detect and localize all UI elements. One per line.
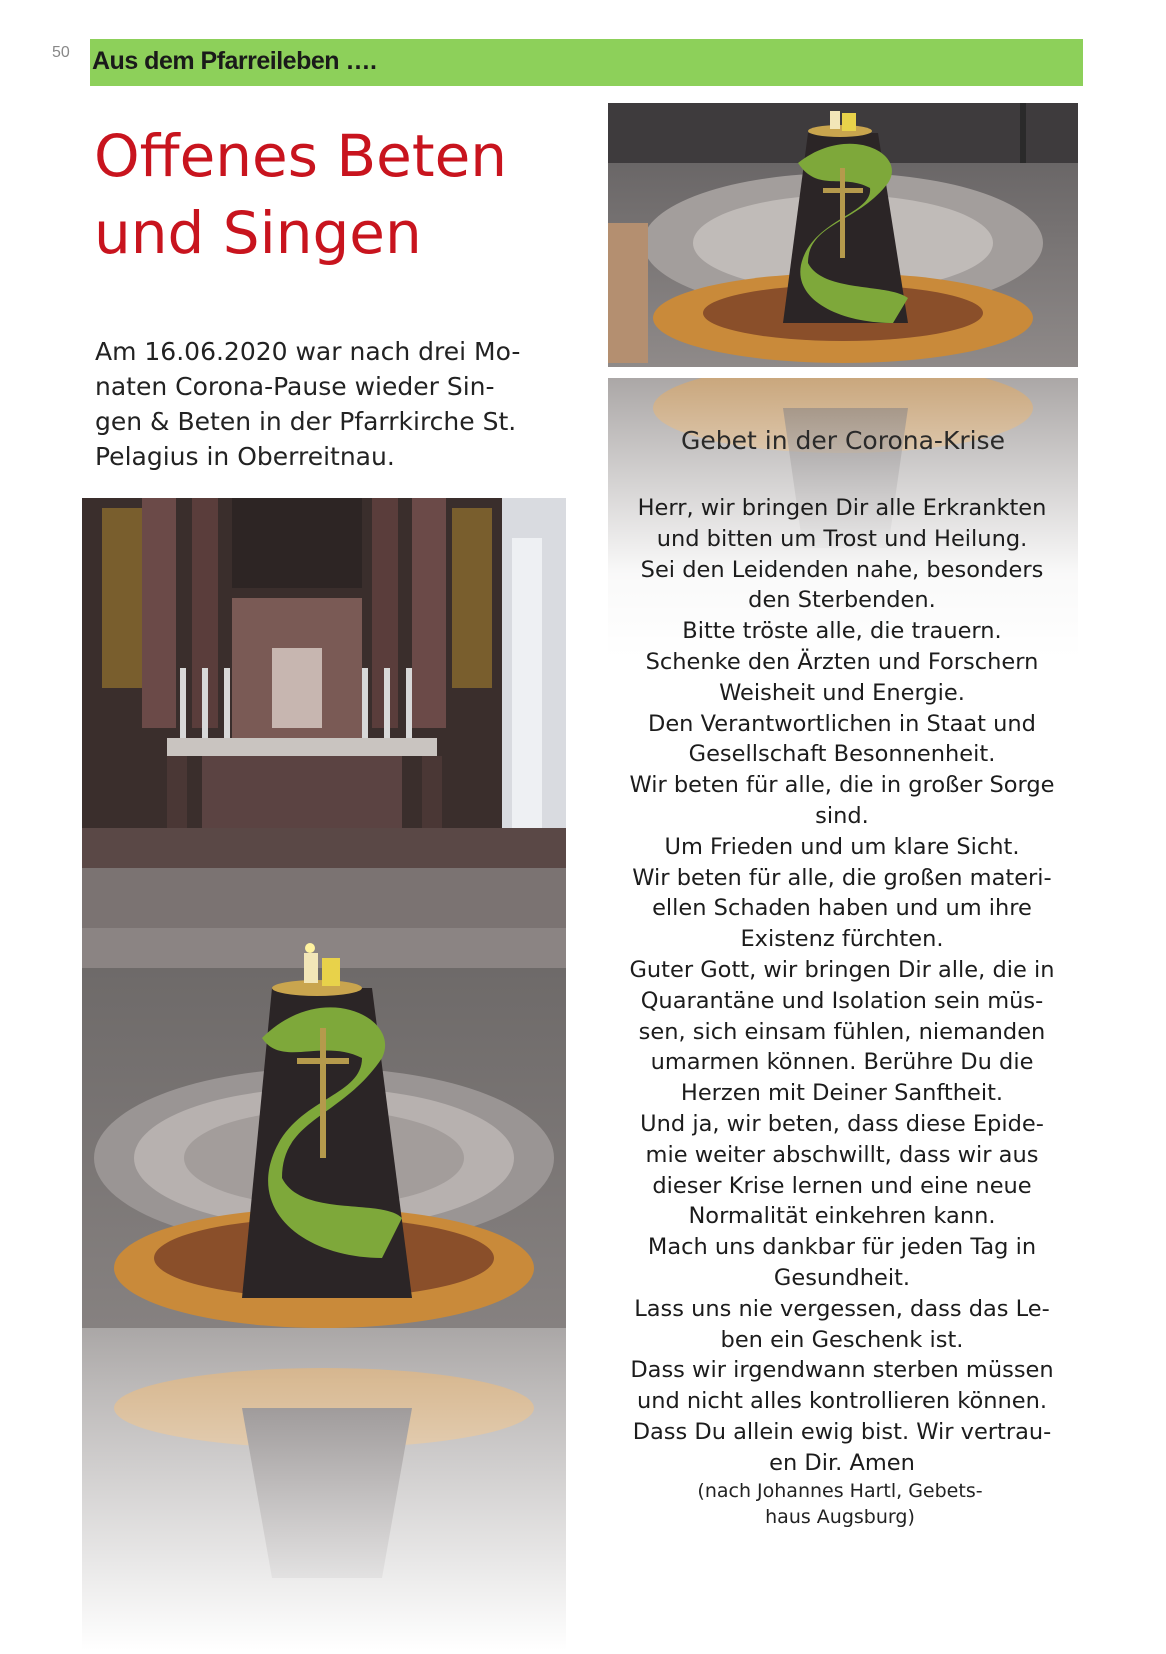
headline: Offenes Beten und Singen xyxy=(94,122,508,267)
cone-photo xyxy=(608,103,1078,367)
prayer-title: Gebet in der Corona-Krise xyxy=(681,426,1005,455)
prayer-text: Herr, wir bringen Dir alle Erkrankten und bitten um Trost und Heilung. Sei den Leidenden nahe, besonders den Sterbenden. Bitte tröste alle, die trauern. Schenke den Ärzten und Forschern Weisheit und Energie. Den Verantwortlichen in Staat und Gesellschaft Besonnenheit. Wir beten für alle, die in großer Sorge sind. Um Frieden und um klare Sicht. Wir beten für alle, die großen materi- ellen Schaden haben und um ihre Existenz fürchten. Guter Gott, wir bringen Dir alle, die in Quarantäne und Isolation sein müs- sen, sich einsam fühlen, niemanden umarmen können. Berühre Du die Herzen mit Deiner Sanftheit. Und ja, wir beten, dass diese Epide- mie weiter abschwillt, dass wir aus dieser Krise lernen und eine neue Normalität einkehren kann. Mach uns dankbar für jeden Tag in Gesundheit. Lass uns nie vergessen, dass das Le- ben ein Geschenk ist. Dass wir irgendwann sterben müssen und nicht alles kontrollieren können. Dass Du allein ewig bist. Wir vertrau- en Dir. Amen xyxy=(629,495,1055,1476)
section-title: Aus dem Pfarreileben …. xyxy=(92,47,377,75)
intro-paragraph: Am 16.06.2020 war nach drei Mo- naten Corona-Pause wieder Sin- gen & Beten in der Pfarrkirche St. Pelagius in Oberreitnau. xyxy=(95,337,521,471)
page-number: 50 xyxy=(52,44,70,61)
prayer-source: (nach Johannes Hartl, Gebets- haus Augsburg) xyxy=(697,1480,983,1528)
altar-photo xyxy=(82,498,566,1650)
